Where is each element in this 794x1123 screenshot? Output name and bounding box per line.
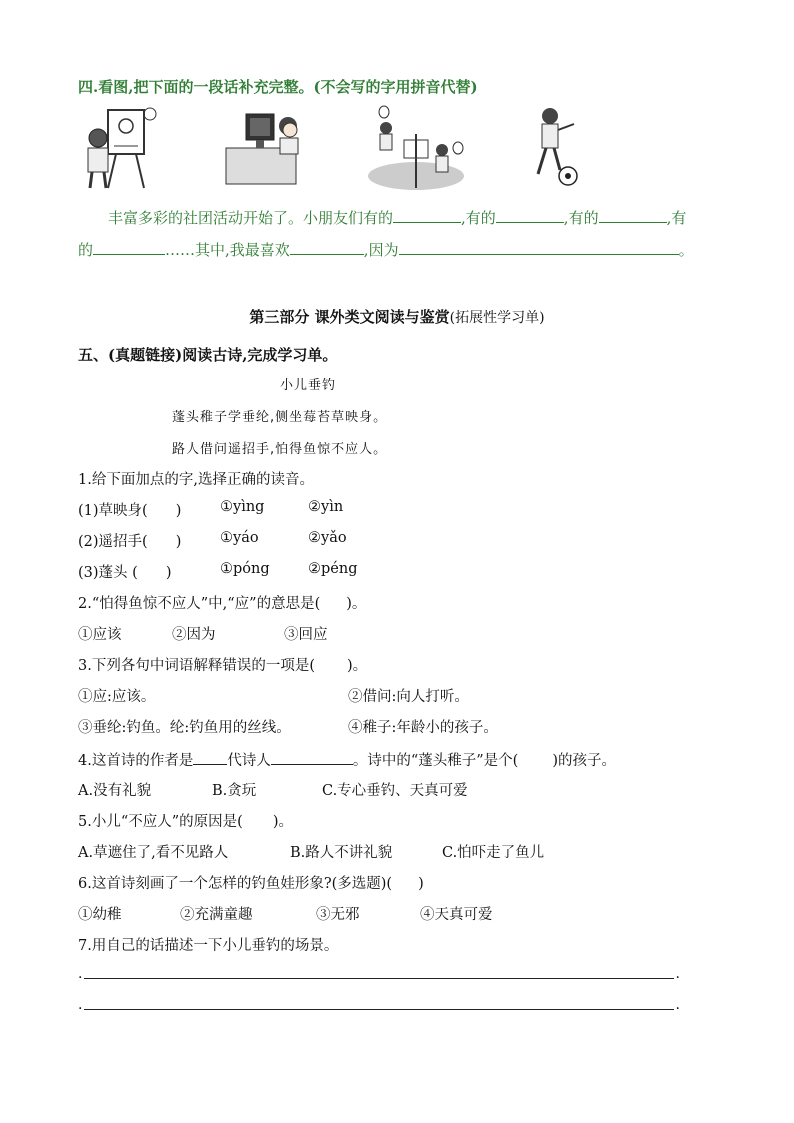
q4-blank-3[interactable]	[599, 206, 667, 223]
option[interactable]: ④稚子:年龄小的孩子。	[348, 720, 498, 736]
q5-1-item-2: (2)遥招手( )	[78, 534, 182, 550]
option[interactable]: A.没有礼貌	[78, 783, 152, 799]
option[interactable]: ①应:应该。	[78, 689, 156, 705]
painting-illustration	[78, 104, 168, 194]
option[interactable]: ②péng	[308, 561, 358, 577]
poem-line-2: 路人借问遥招手,怕得鱼惊不应人。	[172, 442, 388, 457]
poem-title: 小儿垂钓	[280, 378, 337, 393]
q5-1-item-1: (1)草映身( )	[78, 503, 182, 519]
option[interactable]: ③无邪	[316, 907, 360, 923]
option[interactable]: A.草遮住了,看不见路人	[78, 845, 229, 861]
q4-line-1: 丰富多彩的社团活动开始了。小朋友们有的 ,有的 ,有的 ,有	[78, 206, 718, 228]
poem-line-1: 蓬头稚子学垂纶,侧坐莓苔草映身。	[172, 410, 388, 425]
football-illustration	[518, 104, 598, 194]
option[interactable]: ②yǎo	[308, 530, 347, 546]
option[interactable]: ①yáo	[220, 530, 259, 546]
q5-7-stem: 7.用自己的话描述一下小儿垂钓的场景。	[78, 938, 339, 954]
answer-line-2[interactable]: . .	[78, 997, 680, 1013]
q5-1-stem: 1.给下面加点的字,选择正确的读音。	[78, 472, 314, 488]
dynasty-blank[interactable]	[193, 748, 227, 765]
option[interactable]: ②充满童趣	[180, 907, 253, 923]
option[interactable]: C.怕吓走了鱼儿	[442, 845, 545, 861]
q5-4-stem: 4.这首诗的作者是 代诗人 。诗中的“蓬头稚子”是个( )的孩子。	[78, 748, 616, 770]
q5-title: 五、(真题链接)阅读古诗,完成学习单。	[78, 346, 338, 364]
q4-blank-1[interactable]	[393, 206, 461, 223]
q5-2-stem: 2.“怕得鱼惊不应人”中,“应”的意思是( )。	[78, 596, 367, 612]
option[interactable]: ②借问:向人打听。	[348, 689, 469, 705]
option[interactable]: ②因为	[172, 627, 216, 643]
q4-blank-5[interactable]	[290, 238, 364, 255]
badminton-illustration	[366, 104, 466, 194]
option[interactable]: B.路人不讲礼貌	[290, 845, 393, 861]
poet-blank[interactable]	[271, 748, 353, 765]
option[interactable]: ①póng	[220, 561, 270, 577]
q5-1-item-3: (3)蓬头 ( )	[78, 565, 172, 581]
option[interactable]: B.贪玩	[212, 783, 257, 799]
option[interactable]: ①幼稚	[78, 907, 122, 923]
option[interactable]: C.专心垂钓、天真可爱	[322, 783, 468, 799]
q4-blank-4[interactable]	[93, 238, 165, 255]
computer-illustration	[220, 104, 310, 194]
option[interactable]: ②yìn	[308, 499, 344, 515]
q5-5-stem: 5.小儿“不应人”的原因是( )。	[78, 814, 293, 830]
option[interactable]: ④天真可爱	[420, 907, 493, 923]
q5-6-stem: 6.这首诗刻画了一个怎样的钓鱼娃形象?(多选题)( )	[78, 876, 424, 892]
option[interactable]: ①yìng	[220, 499, 265, 515]
part3-heading: 第三部分 课外类文阅读与鉴赏(拓展性学习单)	[249, 308, 545, 326]
q4-blank-6[interactable]	[399, 238, 679, 255]
option[interactable]: ①应该	[78, 627, 122, 643]
activity-illustrations	[78, 104, 598, 194]
option[interactable]: ③回应	[284, 627, 328, 643]
option[interactable]: ③垂纶:钓鱼。纶:钓鱼用的丝线。	[78, 720, 291, 736]
q4-line-2: 的 ……其中,我最喜欢 ,因为 。	[78, 238, 718, 260]
q5-3-stem: 3.下列各句中词语解释错误的一项是( )。	[78, 658, 368, 674]
q4-title: 四.看图,把下面的一段话补充完整。(不会写的字用拼音代替)	[78, 78, 478, 96]
q4-blank-2[interactable]	[496, 206, 564, 223]
answer-line-1[interactable]: . .	[78, 966, 680, 982]
